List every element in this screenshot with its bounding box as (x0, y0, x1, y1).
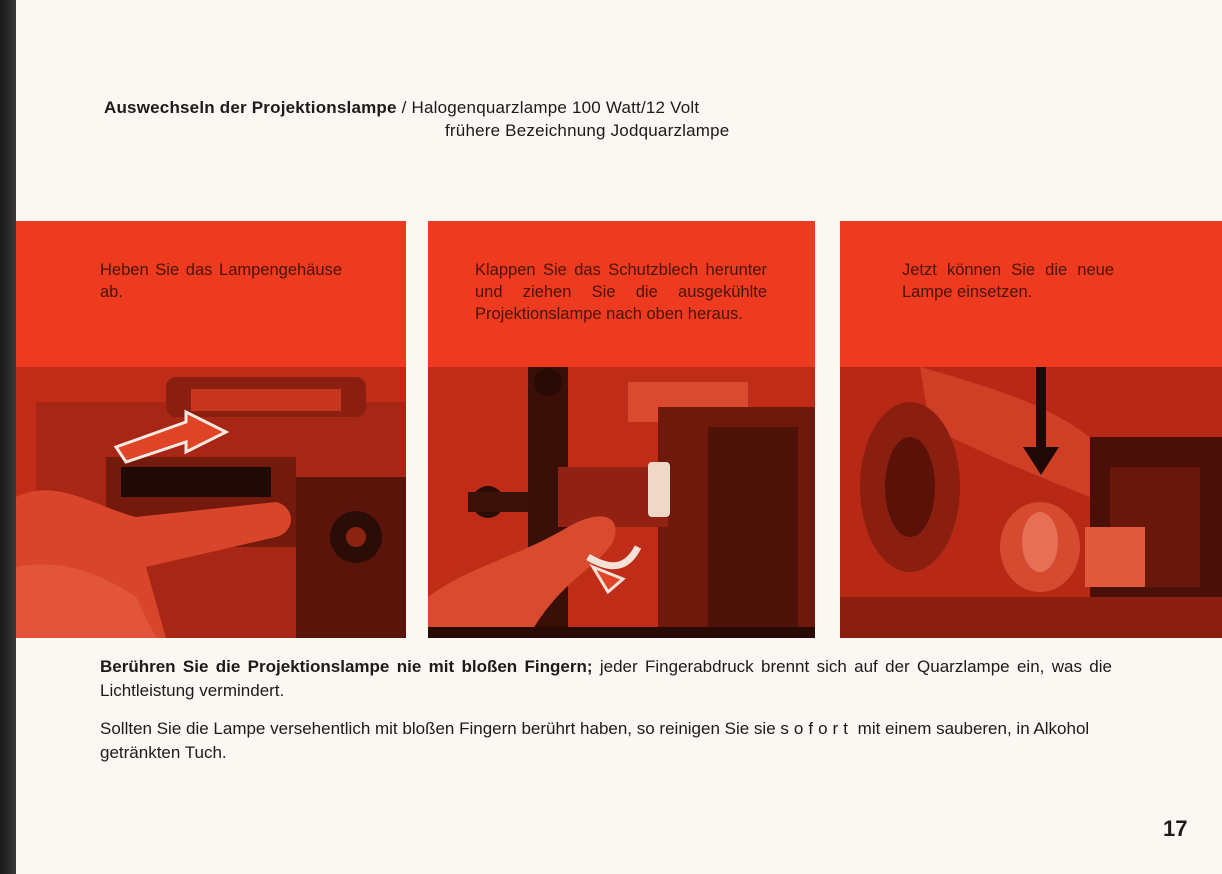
step-2-photo (428, 367, 815, 638)
step-3-photo (840, 367, 1222, 638)
warning-paragraph (100, 655, 1112, 703)
lamp-type: Halogenquarzlampe 100 Watt/12 Volt (411, 98, 700, 117)
cleaning-text-after: mit einem sauberen, in Alkohol getränkten Tuch. (100, 719, 1090, 762)
step-caption-box (840, 221, 1222, 367)
section-title: Auswechseln der Projektionslampe (104, 98, 397, 117)
step-caption-box (16, 221, 406, 367)
title-separator: / (401, 98, 407, 117)
step-panel-2 (428, 221, 815, 638)
lamp-insertion-illustration (840, 367, 1222, 638)
step-3-text: Jetzt können Sie die neue Lampe einsetzen. (902, 261, 1114, 301)
page-number: 17 (1163, 816, 1188, 841)
lamp-removal-illustration (428, 367, 815, 638)
step-2-text: Klappen Sie das Schutzblech herunter und ziehen Sie die ausgekühlte Projektionslampe nach oben heraus. (475, 261, 767, 323)
warning-text: jeder Fingerabdruck brennt sich auf der Quarzlampe ein, was die Lichtleistung vermindert. (100, 657, 1112, 700)
cleaning-text-before: Sollten Sie die Lampe versehentlich mit bloßen Fingern berührt haben, so reinigen Sie sie (100, 719, 776, 738)
warning-bold: Berühren Sie die Projektionslampe nie mit bloßen Fingern; (100, 657, 593, 676)
step-panel-1 (16, 221, 406, 638)
cleaning-emphasis: sofort (780, 719, 853, 738)
cleaning-paragraph (100, 717, 1112, 765)
step-caption-box (428, 221, 815, 367)
section-header (104, 96, 824, 142)
step-1-photo (16, 367, 406, 638)
former-name: frühere Bezeichnung Jodquarzlampe (445, 121, 730, 140)
step-1-text: Heben Sie das Lampengehäuse ab. (100, 261, 342, 301)
binding-spine (0, 0, 16, 874)
step-panel-3 (840, 221, 1222, 638)
projector-lamp-housing-illustration (16, 367, 406, 638)
